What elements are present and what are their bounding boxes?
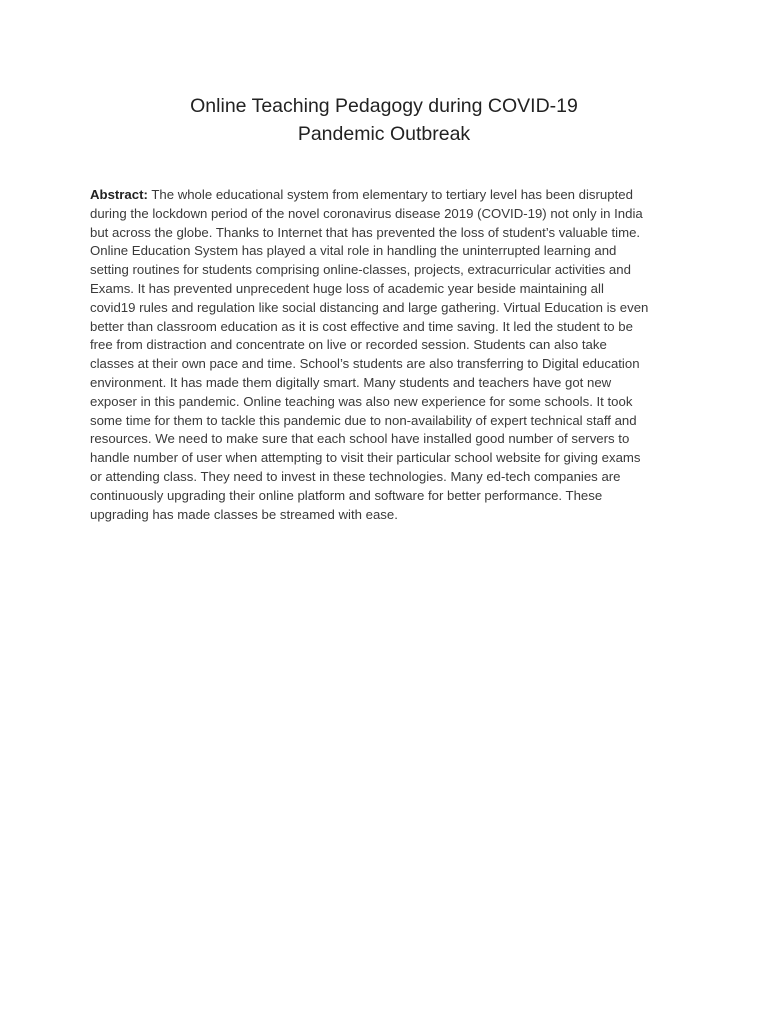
abstract-label: Abstract: <box>90 187 148 202</box>
abstract-line: Exams. It has prevented unprecedent huge loss of academic year beside maintaining all <box>90 280 604 296</box>
abstract-line: during the lockdown period of the novel coronavirus disease 2019 (COVID-19) not only in India <box>90 205 643 221</box>
abstract-line: resources. We need to make sure that each school have installed good number of servers to <box>90 431 630 447</box>
abstract-line: exposer in this pandemic. Online teaching was also new experience for some schools. It took <box>90 393 633 409</box>
abstract-line: Online Education System has played a vital role in handling the uninterrupted learning and <box>90 243 617 259</box>
abstract-line: or attending class. They need to invest in these technologies. Many ed-tech companies are <box>90 468 621 484</box>
abstract-line: but across the globe. Thanks to Internet that has prevented the loss of student’s valuable time. <box>90 224 641 240</box>
paper-title <box>84 92 684 148</box>
title-line: Pandemic Outbreak <box>297 123 471 145</box>
title-line: Online Teaching Pedagogy during COVID-19 <box>190 95 578 117</box>
abstract-line <box>90 186 680 205</box>
abstract-line: upgrading has made classes be streamed with ease. <box>90 506 398 522</box>
abstract-line: classes at their own pace and time. School’s students are also transferring to Digital education <box>90 356 640 372</box>
abstract-line: covid19 rules and regulation like social distancing and large gathering. Virtual Education is even <box>90 299 649 315</box>
abstract-line: setting routines for students comprising online-classes, projects, extracurricular activities and <box>90 262 631 278</box>
abstract-text: The whole educational system from elementary to tertiary level has been disrupted <box>147 187 633 202</box>
abstract-line: handle number of user when attempting to visit their particular school website for giving exams <box>90 450 641 466</box>
abstract-line: free from distraction and concentrate on live or recorded session. Students can also take <box>90 337 607 353</box>
abstract-line: some time for them to tackle this pandemic due to non-availability of expert technical staff and <box>90 412 637 428</box>
abstract-line: continuously upgrading their online platform and software for better performance. These <box>90 487 603 503</box>
abstract-paragraph <box>90 186 680 524</box>
abstract-line: environment. It has made them digitally smart. Many students and teachers have got new <box>90 374 612 390</box>
abstract-line: better than classroom education as it is cost effective and time saving. It led the student to be <box>90 318 633 334</box>
